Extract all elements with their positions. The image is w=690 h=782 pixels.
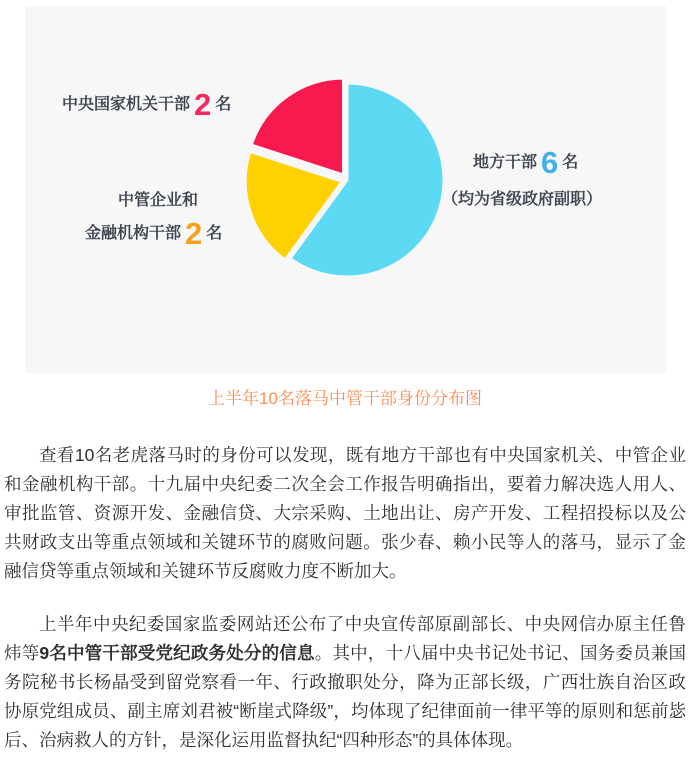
label-soe-count: 2 bbox=[185, 216, 203, 251]
label-central-text: 中央国家机关干部 bbox=[62, 95, 191, 113]
label-local-officials bbox=[473, 147, 578, 178]
paragraph-1: 查看10名老虎落马时的身份可以发现，既有地方干部也有中央国家机关、中管企业和金融机构干部。十九届中央纪委二次全会工作报告明确指出，要着力解决选人用人、审批监管、资源开发、金融信贷、大宗采购、土地出让、房产开发、工程招投标以及公共财政支出等重点领域和关键环节的腐败问题。张少春、赖小民等人的落马，显示了金融信贷等重点领域和关键环节反腐败力度不断加大。 bbox=[4, 445, 686, 581]
label-local-unit: 名 bbox=[562, 153, 579, 171]
label-local-note-text: （均为省级政府副职） bbox=[442, 191, 603, 208]
label-local-text: 地方干部 bbox=[473, 153, 538, 171]
article-body bbox=[0, 441, 690, 755]
label-soe-line1-text: 中管企业和 bbox=[118, 192, 199, 209]
paragraph-2 bbox=[4, 610, 686, 755]
paragraph-2-bold: 9名中管干部受党纪政务处分的信息 bbox=[39, 643, 315, 663]
label-soe-unit: 名 bbox=[206, 224, 223, 242]
label-local-count: 6 bbox=[541, 145, 559, 180]
label-central-count: 2 bbox=[194, 87, 212, 122]
label-central-unit: 名 bbox=[215, 95, 232, 113]
pie-chart bbox=[25, 6, 666, 373]
label-soe-text: 金融机构干部 bbox=[85, 224, 182, 242]
label-local-note bbox=[442, 192, 602, 208]
label-soe-line2 bbox=[85, 218, 222, 249]
figure-caption: 上半年10名落马中管干部身份分布图 bbox=[208, 389, 482, 408]
paragraph-2-pre: 上半年中央纪委国家监委网站还公布了中央宣传部原副部长、中央网信办原主任鲁炜等 bbox=[4, 614, 686, 663]
label-soe-line1 bbox=[118, 193, 198, 209]
paragraph-2-post: 。其中，十八届中央书记处书记、国务委员兼国务院秘书长杨晶受到留党察看一年、行政撤职处分，降为正部长级，广西壮族自治区政协原党组成员、副主席刘君被“断崖式降级”，均体现了纪律面前一律平等的原则和惩前毖后、治病救人的方针，是深化运用监督执纪“四种形态”的具体体现。 bbox=[4, 643, 687, 750]
label-central-officials bbox=[62, 89, 231, 120]
pie-chart-figure bbox=[25, 6, 666, 373]
